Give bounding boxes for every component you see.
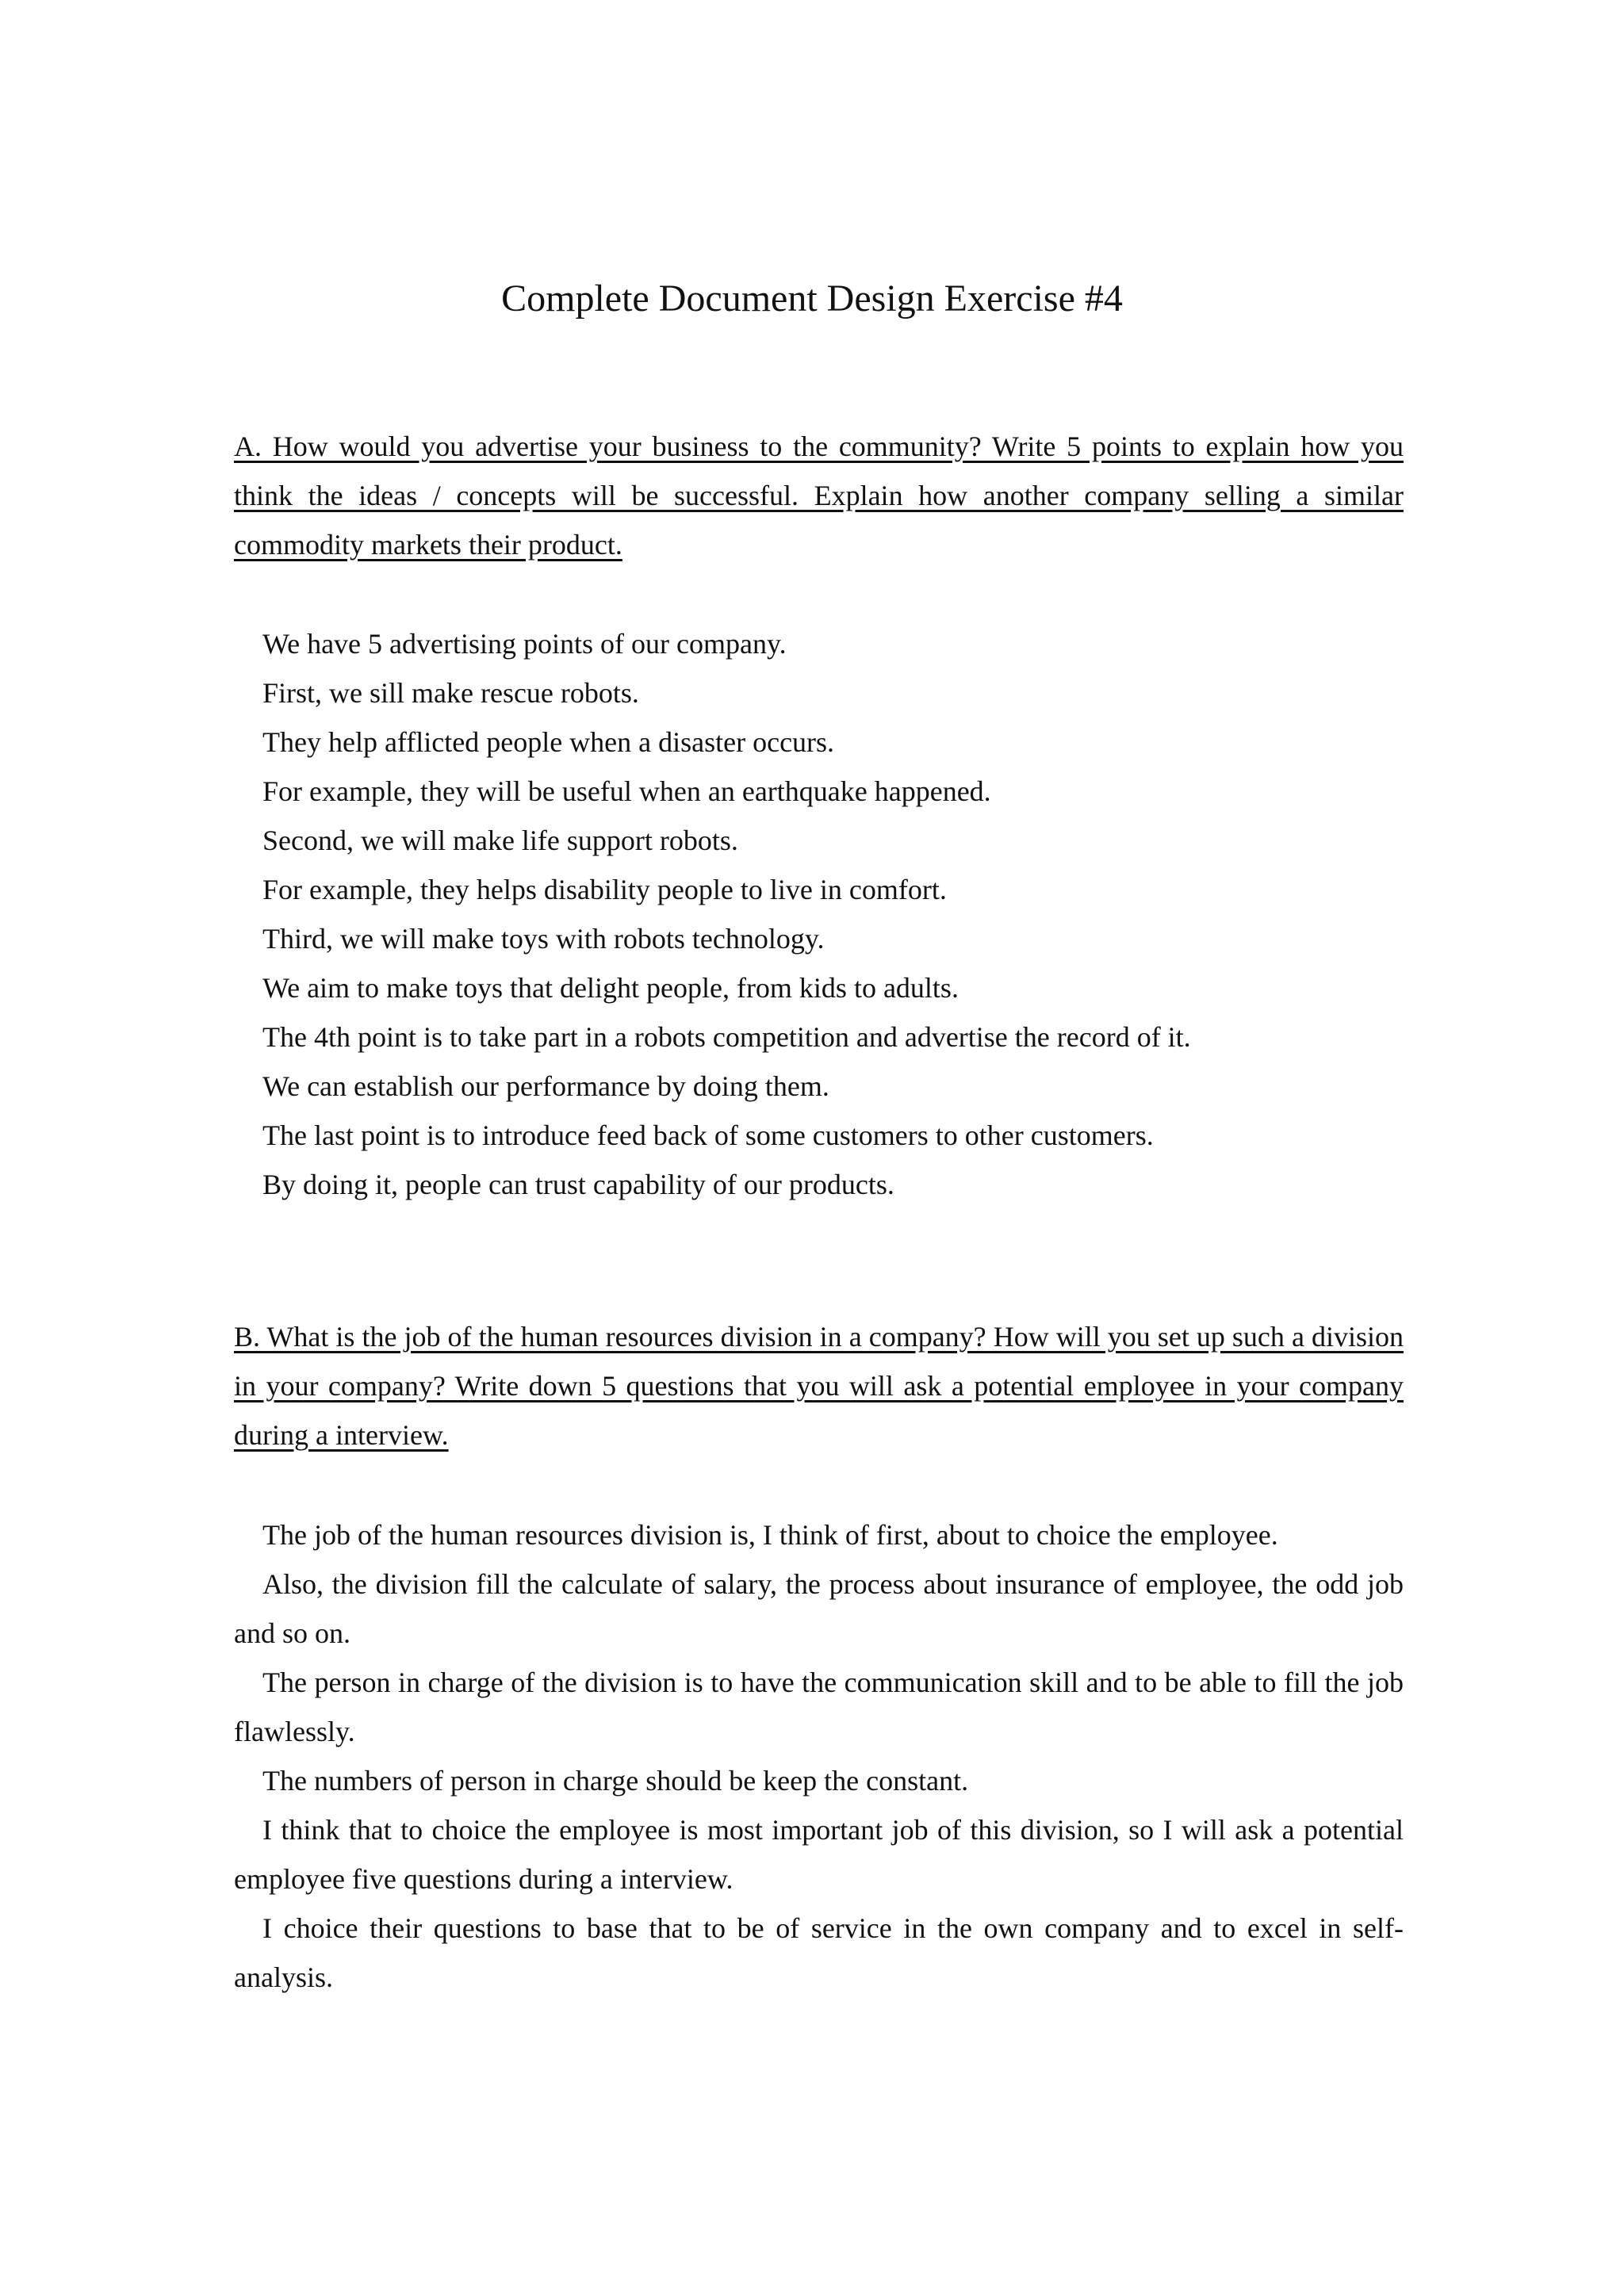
answer-a-line: We aim to make toys that delight people, from kids to adults.: [262, 972, 959, 1004]
answer-a-line: We can establish our performance by doing them.: [262, 1070, 829, 1102]
question-b: B. What is the job of the human resources division in a company? How will you set up such a division in your company? Write down 5 questions that you will ask a potential employee in your company during a interview.: [234, 1321, 1404, 1451]
answer-b-paragraph: I think that to choice the employee is most important job of this division, so I will ask a potential employee five questions during a interview.: [234, 1814, 1404, 1895]
answer-a-line: First, we sill make rescue robots.: [262, 677, 639, 709]
answer-a-line: Third, we will make toys with robots technology.: [262, 923, 825, 955]
answer-b: [234, 1510, 1404, 2002]
answer-b-paragraph: Also, the division fill the calculate of salary, the process about insurance of employee, the odd job and so on.: [234, 1568, 1404, 1649]
answer-a-line: For example, they will be useful when an earthquake happened.: [262, 775, 991, 807]
answer-a-line: They help afflicted people when a disaster occurs.: [262, 726, 835, 758]
answer-b-paragraph: The numbers of person in charge should be keep the constant.: [262, 1765, 969, 1797]
answer-a-line: The last point is to introduce feed back of some customers to other customers.: [262, 1119, 1154, 1151]
answer-a-line: By doing it, people can trust capability of our products.: [262, 1169, 894, 1200]
answer-a-line: We have 5 advertising points of our company.: [262, 628, 787, 660]
answer-b-paragraph: I choice their questions to base that to be of service in the own company and to excel in self-analysis.: [234, 1912, 1404, 1993]
answer-a-line: For example, they helps disability people to live in comfort.: [262, 874, 947, 905]
answer-a-line: Second, we will make life support robots.: [262, 825, 738, 856]
page-title: Complete Document Design Exercise #4: [501, 277, 1123, 320]
answer-b-paragraph: The person in charge of the division is to have the communication skill and to be able to fill the job flawlessly.: [234, 1667, 1404, 1747]
answer-a-line: The 4th point is to take part in a robots competition and advertise the record of it.: [262, 1021, 1191, 1053]
answer-a: [234, 619, 1404, 1209]
answer-b-paragraph: The job of the human resources division is, I think of first, about to choice the employee.: [262, 1519, 1278, 1551]
question-a: A. How would you advertise your business to the community? Write 5 points to explain how you think the ideas / concepts will be successful. Explain how another company selling a similar commodity markets their product.: [234, 430, 1404, 561]
